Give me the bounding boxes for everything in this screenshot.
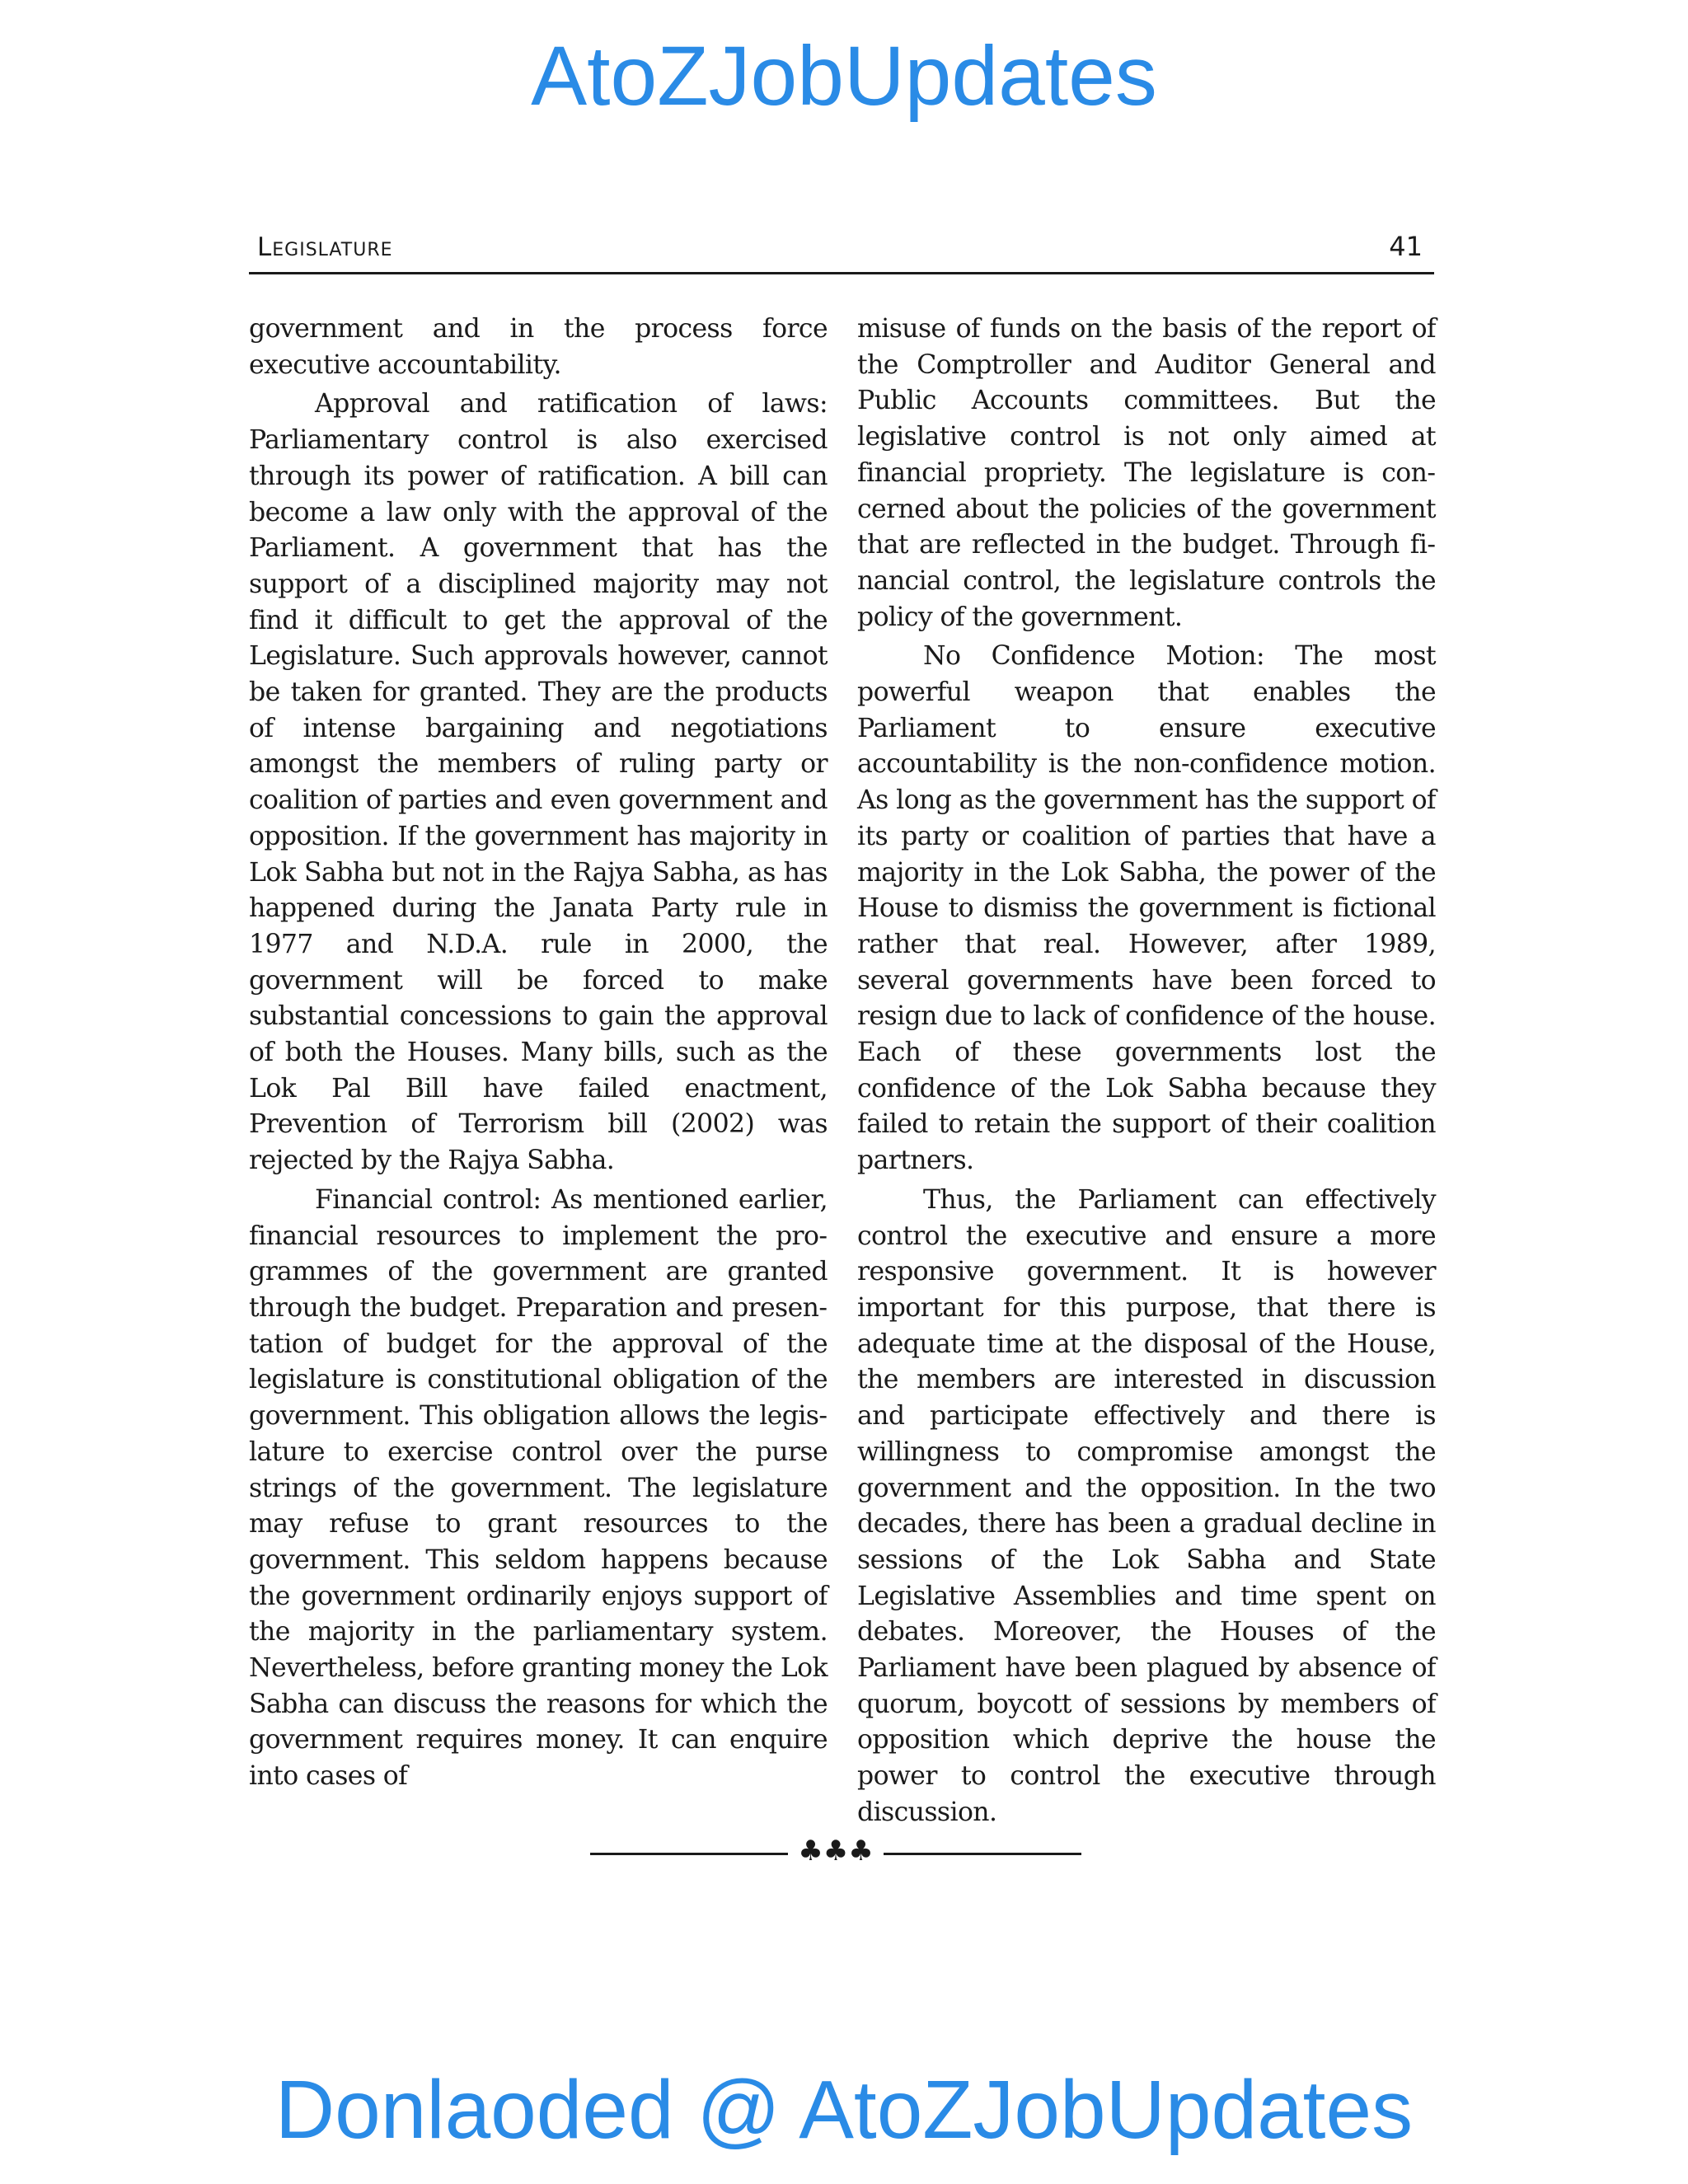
paragraph-conclusion: Thus, the Parliament can effectively control the executive and ensure a more responsive government. It is however important for this purpose, that there is adequate time at the disposal of the House, the members are interested in discussion and participate effectively and there is willingness to compromise amongst the government and the opposition. In the two decades, there has been a gradual decline in sessions of the Lok Sabha and State Legislative Assemblies and time spent on debates. Moreover, the Houses of the Parliament have been plagued by absence of quorum, boycott of sessions by members of opposition which deprive the house the power to control the executive through discussion. (857, 1184, 1436, 1827)
paragraph-financial-control: Financial control: As mentioned earlier, financial resources to implement the programmes of the government are granted through the budget. Preparation and presentation of budget for the approval of the legislature is constitutional obligation of the government. This obligation allows the legislature to exercise control over the purse strings of the government. The legislature may refuse to grant resources to the government. This seldom happens because the government ordinarily enjoys support of the majority in the parliamentary system. Nevertheless, before granting money the Lok Sabha can discuss the reasons for which the government requires money. It can enquire into cases of (249, 1184, 828, 1792)
section-title: Legislature (257, 232, 393, 262)
right-column (857, 312, 1436, 1835)
paragraph-misuse-of-funds: misuse of funds on the basis of the report of the Comptroller and Auditor General and Public Accounts committees. But the legislative control is not only aimed at financial propriety. The legislature is concerned about the policies of the government that are reflected in the budget. Through financial control, the legislature controls the policy of the government. (857, 314, 1436, 632)
watermark-bottom: Donlaoded @ AtoZJobUpdates (274, 2064, 1414, 2156)
paragraph-accountability-end: government and in the process force executive accountability. (249, 314, 828, 380)
divider-rule-right (884, 1853, 1081, 1855)
running-head (249, 229, 1434, 274)
end-of-chapter-divider (590, 1830, 1081, 1872)
left-column (249, 312, 828, 1798)
paragraph-no-confidence-motion: No Confidence Motion: The most powerful weapon that enables the Parliament to ensure executive accountability is the non-confidence motion. As long as the government has the support of its party or coalition of parties that have a majority in the Lok Sabha, the power of the House to dismiss the government is fictional rather that real. However, after 1989, several governments have been forced to resign due to lack of confidence of the house. Each of these governments lost the confidence of the Lok Sabha because they failed to retain the support of their coalition partners. (857, 641, 1436, 1176)
page-number: 41 (1389, 231, 1423, 262)
divider-rule-left (590, 1853, 788, 1855)
clubs-ornament-icon: ♣♣♣ (798, 1835, 874, 1868)
paragraph-approval-ratification: Approval and ratification of laws: Parliamentary control is also exercised through its power of ratification. A bill can become a law only with the approval of the Parliament. A government that has the support of a disciplined majority may not find it difficult to get the approval of the Legislature. Such approvals however, cannot be taken for granted. They are the products of intense bargaining and negotiations amongst the members of ruling party or coalition of parties and even government and opposition. If the government has majority in Lok Sabha but not in the Rajya Sabha, as has happened during the Janata Party rule in 1977 and N.D.A. rule in 2000, the government will be forced to make substantial concessions to gain the approval of both the Houses. Many bills, such as the Lok Pal Bill have failed enactment, Prevention of Terrorism bill (2002) was rejected by the Rajya Sabha. (249, 389, 828, 1176)
watermark-top: AtoZJobUpdates (531, 29, 1157, 123)
